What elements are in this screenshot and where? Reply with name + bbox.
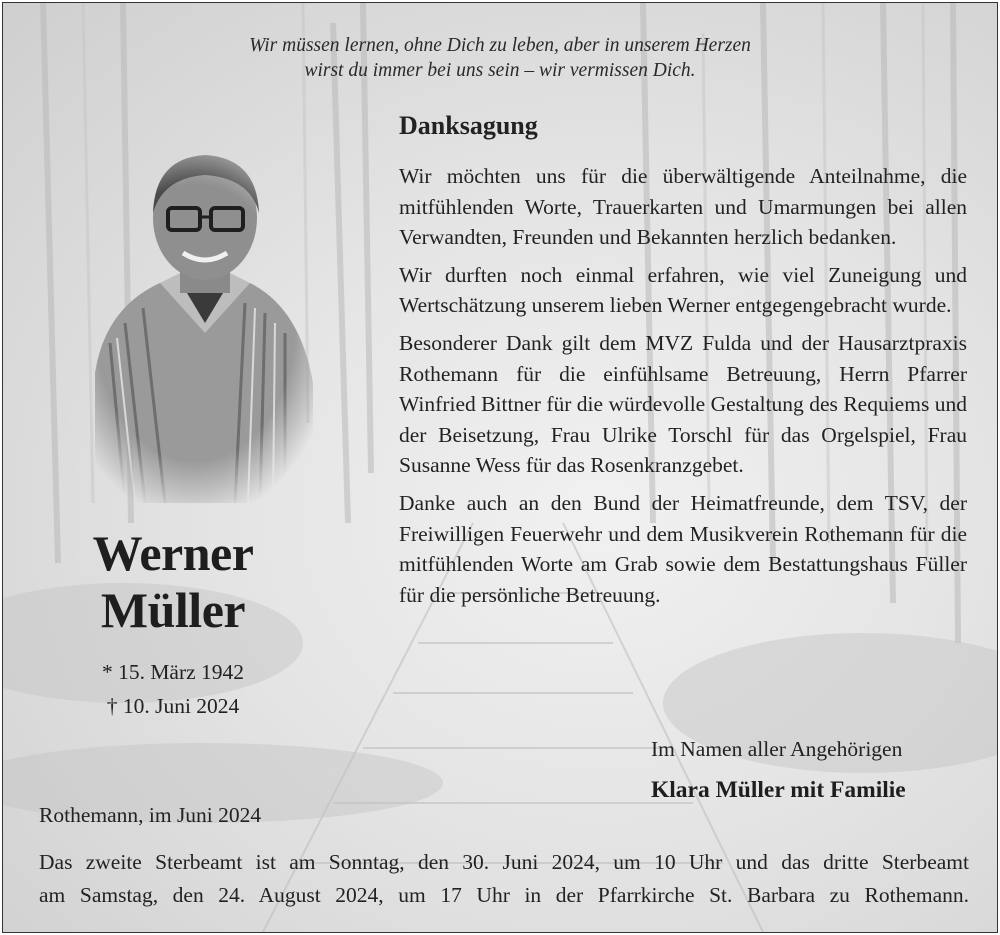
motto-line-2: wirst du immer bei uns sein – wir vermissen Dich. bbox=[304, 60, 696, 81]
life-dates bbox=[43, 655, 303, 723]
thanks-paragraph-3: Besonderer Dank gilt dem MVZ Fulda und der Hausarztpraxis Rothemann für die einfühlsame Betreuung, Herrn Pfarrer Winfried Bittner für die würdevolle Gestaltung des Requiems und der Beisetzung, Frau Ulrike Torschl für das Orgelspiel, Frau Susanne Wess für das Rosenkranzgebet. bbox=[399, 330, 967, 478]
thanks-body bbox=[399, 161, 967, 617]
place-date: Rothemann, im Juni 2024 bbox=[39, 803, 262, 827]
deceased-first-name: Werner bbox=[92, 525, 254, 581]
portrait-photo bbox=[65, 143, 325, 503]
mass-notice-line-1: Das zweite Sterbeamt ist am Sonntag, den 30. Juni 2024, um 10 Uhr und das dritte Sterbeamt bbox=[39, 850, 969, 874]
thanks-paragraph-2: Wir durften noch einmal erfahren, wie viel Zuneigung und Wertschätzung unserem lieben Werner entgegengebracht wurde. bbox=[399, 262, 967, 318]
signoff-line: Im Namen aller Angehörigen bbox=[651, 737, 903, 761]
mass-notice bbox=[39, 846, 969, 912]
motto-line-1: Wir müssen lernen, ohne Dich zu leben, aber in unserem Herzen bbox=[249, 35, 751, 56]
death-date: † 10. Juni 2024 bbox=[106, 694, 240, 718]
deceased-name bbox=[43, 525, 303, 639]
family-signature: Klara Müller mit Familie bbox=[651, 777, 906, 803]
mass-notice-line-2: am Samstag, den 24. August 2024, um 17 Uhr in der Pfarrkirche St. Barbara zu Rothemann. bbox=[39, 883, 969, 907]
thanks-heading: Danksagung bbox=[399, 111, 538, 140]
thanks-paragraph-4: Danke auch an den Bund der Heimatfreunde, dem TSV, der Freiwilligen Feuerwehr und dem Musikverein Rothemann für die mitfühlenden Worte am Grab sowie dem Bestattungshaus Füller für die persönliche Betreuung. bbox=[399, 490, 967, 607]
memorial-motto bbox=[3, 33, 997, 83]
deceased-last-name: Müller bbox=[100, 582, 246, 638]
birth-date: * 15. März 1942 bbox=[101, 660, 245, 684]
obituary-card bbox=[2, 2, 998, 933]
thanks-paragraph-1: Wir möchten uns für die überwältigende Anteilnahme, die mitfühlenden Worte, Trauerkarten und Umarmungen bei allen Verwandten, Freunden und Bekannten herzlich bedanken. bbox=[399, 164, 967, 250]
